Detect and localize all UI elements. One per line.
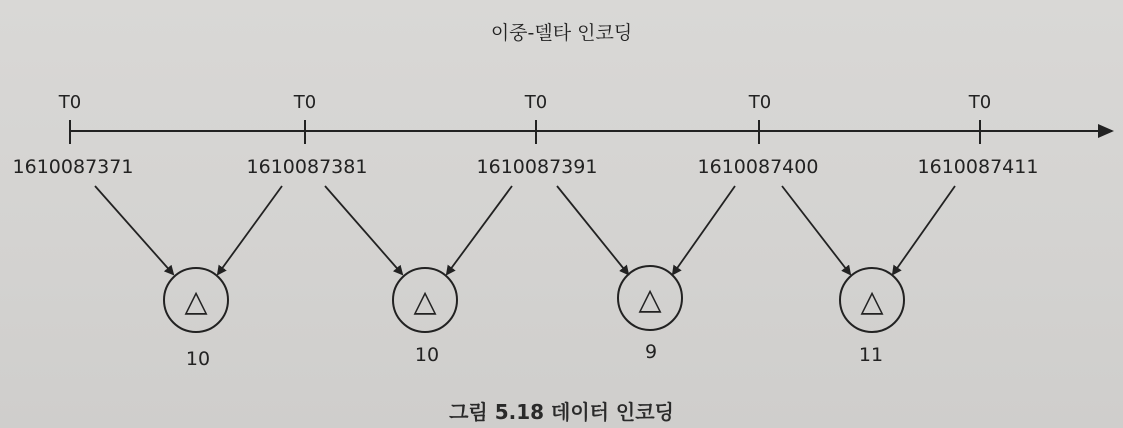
timestamp-label: 1610087411 — [917, 156, 1039, 178]
arrow-line — [673, 186, 735, 274]
tick-3 — [698, 92, 819, 178]
arrow-line — [893, 186, 955, 274]
arrow-line — [447, 186, 512, 274]
figure-caption: 그림 5.18 데이터 인코딩 — [449, 400, 674, 424]
arrow-line — [557, 186, 628, 274]
timestamp-label: 1610087381 — [246, 156, 368, 178]
delta-icon: △ — [413, 284, 437, 319]
delta-node-1 — [393, 268, 457, 366]
delta-icon: △ — [184, 284, 208, 319]
tick-1 — [247, 92, 368, 178]
delta-value: 11 — [858, 344, 884, 366]
delta-value: 10 — [414, 344, 440, 366]
timestamp-label: 1610087391 — [476, 156, 598, 178]
tick-label: T0 — [293, 92, 317, 113]
delta-icon: △ — [638, 282, 662, 317]
arrow-line — [218, 186, 282, 274]
tick-label: T0 — [968, 92, 992, 113]
diagram-title: 이중-델타 인코딩 — [490, 22, 633, 44]
tick-0 — [13, 92, 134, 178]
timestamp-label: 1610087400 — [697, 156, 819, 178]
arrow-line — [782, 186, 850, 274]
tick-label: T0 — [524, 92, 548, 113]
tick-label: T0 — [748, 92, 772, 113]
delta-value: 9 — [644, 341, 658, 363]
delta-arrows — [95, 186, 955, 274]
tick-2 — [477, 92, 598, 178]
delta-node-3 — [840, 268, 904, 366]
tick-label: T0 — [58, 92, 82, 113]
arrow-line — [325, 186, 402, 274]
delta-node-2 — [618, 266, 682, 363]
tick-4 — [918, 92, 1039, 178]
delta-value: 10 — [185, 348, 211, 370]
timestamp-label: 1610087371 — [12, 156, 134, 178]
delta-node-0 — [164, 268, 228, 370]
delta-icon: △ — [860, 284, 884, 319]
arrow-line — [95, 186, 173, 274]
